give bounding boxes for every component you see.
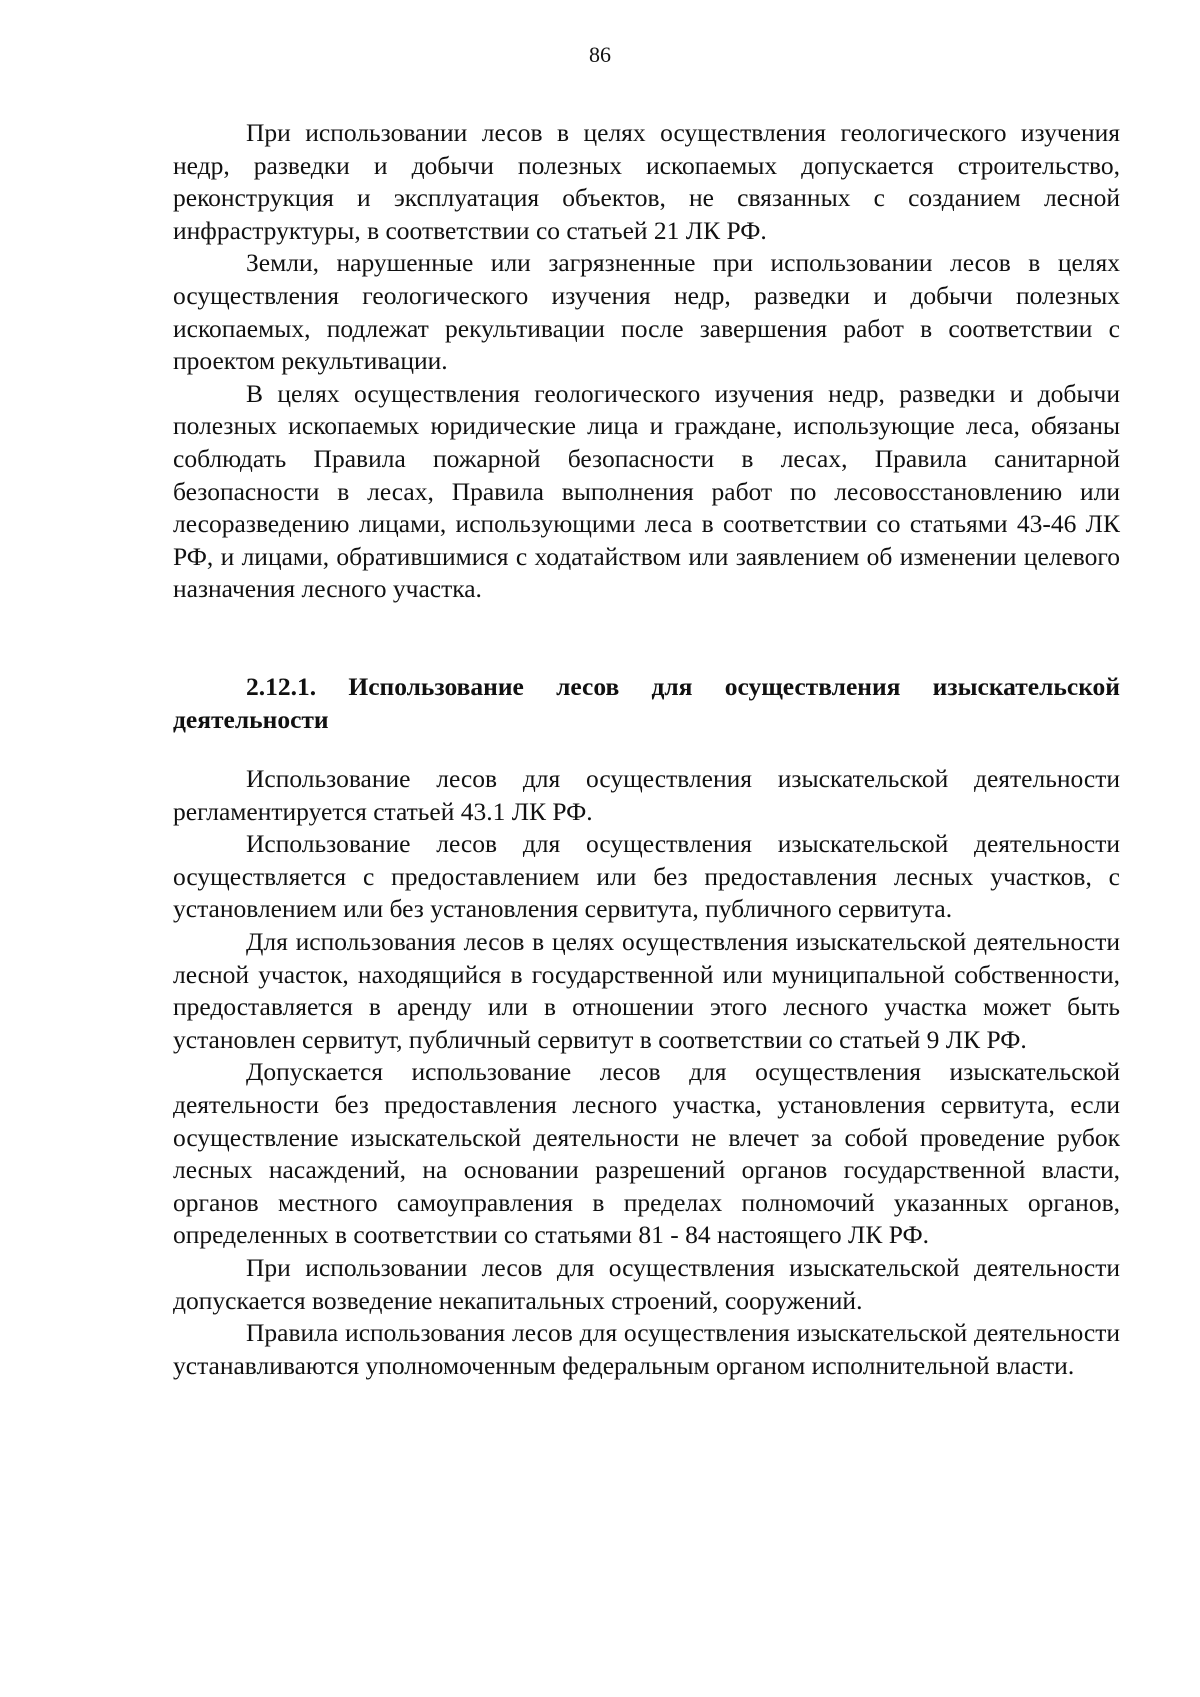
page-number: 86 bbox=[589, 42, 611, 67]
paragraph: Для использования лесов в целях осуществления изыскательской деятельности лесной участок, находящийся в государственной или муниципальной собственности, предоставляется в аренду или в отношении этого лесного участка может быть установлен сервитут, публичный сервитут в соответствии со статьей 9 ЛК РФ. bbox=[173, 926, 1120, 1054]
section-text-block bbox=[173, 763, 1120, 1382]
paragraph: Использование лесов для осуществления изыскательской деятельности регламентируется статьей 43.1 ЛК РФ. bbox=[173, 764, 1120, 826]
paragraph: При использовании лесов в целях осуществления геологического изучения недр, разведки и добычи полезных ископаемых допускается строительство, реконструкция и эксплуатация объектов, не связанных с созданием лесной инфраструктуры, в соответствии со статьей 21 ЛК РФ. bbox=[173, 118, 1120, 245]
paragraph: Допускается использование лесов для осуществления изыскательской деятельности без предоставления лесного участка, установления сервитута, если осуществление изыскательской деятельности не влечет за собой проведение рубок лесных насаждений, на основании разрешений органов государственной власти, органов местного самоуправления в пределах полномочий указанных органов, определенных в соответствии со статьями 81 - 84 настоящего ЛК РФ. bbox=[173, 1057, 1120, 1250]
paragraph: Использование лесов для осуществления изыскательской деятельности осуществляется с предоставлением или без предоставления лесных участков, с установлением или без установления сервитута, публичного сервитута. bbox=[173, 829, 1120, 924]
paragraph: В целях осуществления геологического изучения недр, разведки и добычи полезных ископаемых юридические лица и граждане, использующие леса, обязаны соблюдать Правила пожарной безопасности в лесах, Правила санитарной безопасности в лесах, Правила выполнения работ по лесовосстановлению или лесоразведению лицами, использующими леса в соответствии со статьями 43-46 ЛК РФ, и лицами, обратившимися с ходатайством или заявлением об изменении целевого назначения лесного участка. bbox=[173, 378, 1120, 604]
paragraph: При использовании лесов для осуществления изыскательской деятельности допускается возведение некапитальных строений, сооружений. bbox=[173, 1252, 1120, 1315]
paragraph: Правила использования лесов для осуществления изыскательской деятельности устанавливаются уполномоченным федеральным органом исполнительной власти. bbox=[173, 1318, 1120, 1380]
paragraph: Земли, нарушенные или загрязненные при использовании лесов в целях осуществления геологического изучения недр, разведки и добычи полезных ископаемых, подлежат рекультивации после завершения работ в соответствии с проектом рекультивации. bbox=[173, 248, 1120, 376]
intro-text-block bbox=[173, 117, 1120, 606]
section-heading: 2.12.1. Использование лесов для осуществления изыскательской деятельности bbox=[173, 672, 1120, 734]
